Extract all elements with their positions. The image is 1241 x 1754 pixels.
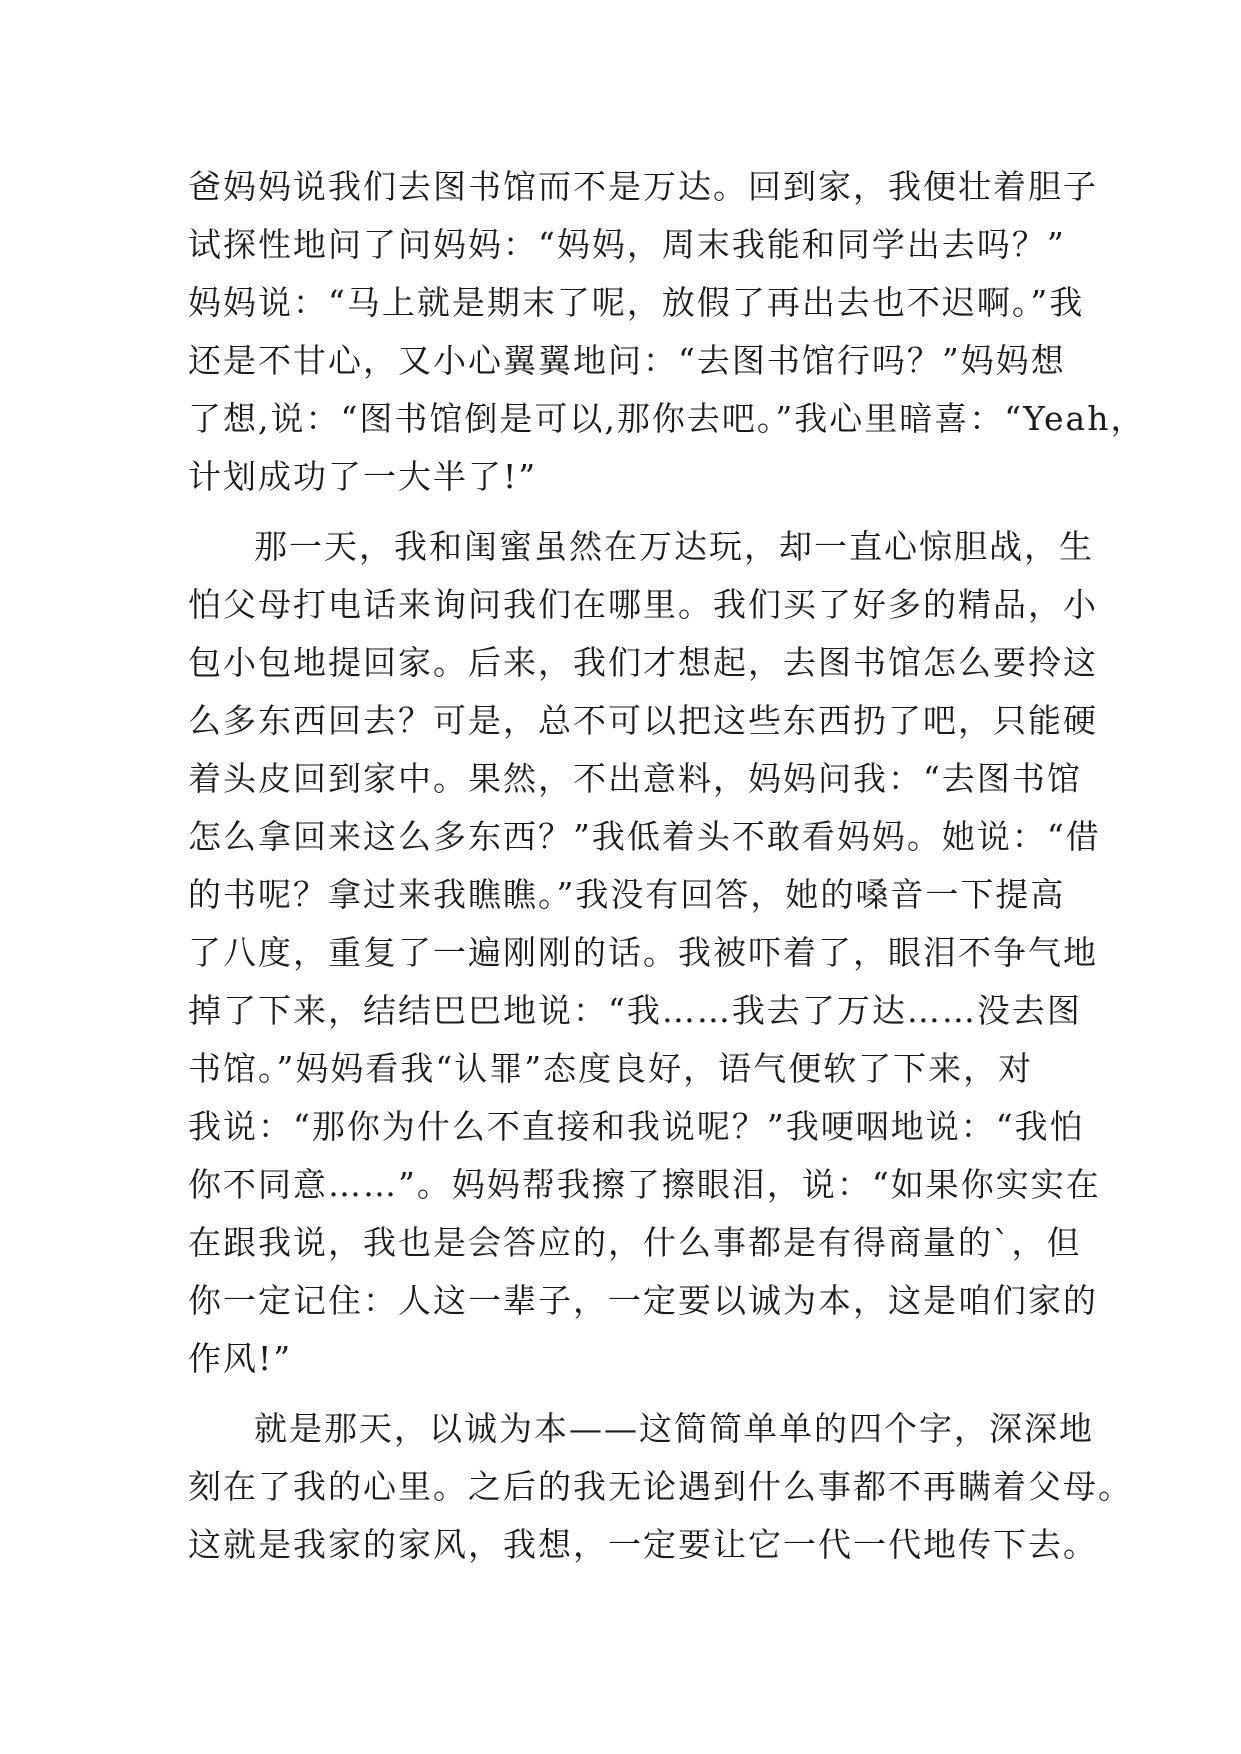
text-line: 还是不甘心，又小心翼翼地问：“去图书馆行吗？”妈妈想	[188, 341, 1066, 380]
text-line: 妈妈说：“马上就是期末了呢，放假了再出去也不迟啊。”我	[188, 283, 1085, 322]
text-line: 计划成功了一大半了!”	[188, 457, 538, 496]
text-line: 就是那天，以诚为本——这简简单单的四个字，深深地	[254, 1409, 1094, 1448]
text-line: 我说：“那你为什么不直接和我说呢？”我哽咽地说：“我怕	[188, 1107, 1085, 1146]
text-line: 这就是我家的家风，我想，一定要让它一代一代地传下去。	[188, 1525, 1098, 1564]
text-line: 掉了下来，结结巴巴地说：“我……我去了万达……没去图	[188, 991, 1082, 1030]
text-line: 那一天，我和闺蜜虽然在万达玩，却一直心惊胆战，生	[254, 527, 1094, 566]
paragraph-3	[188, 1400, 1133, 1574]
text-line: 刻在了我的心里。之后的我无论遇到什么事都不再瞒着父母。	[188, 1467, 1133, 1506]
text-line: 爸妈妈说我们去图书馆而不是万达。回到家，我便壮着胆子	[188, 167, 1098, 206]
text-line: 怎么拿回来这么多东西？”我低着头不敢看妈妈。她说：“借	[188, 817, 1101, 856]
document-body	[188, 158, 1146, 1586]
paragraph-2	[188, 518, 1101, 1388]
text-line: 包小包地提回家。后来，我们才想起，去图书馆怎么要拎这	[188, 643, 1098, 682]
paragraph-1	[188, 158, 1146, 506]
text-line: 书馆。”妈妈看我“认罪”态度良好，语气便软了下来，对	[188, 1049, 1034, 1088]
text-line: 试探性地问了问妈妈：“妈妈，周末我能和同学出去吗？”	[188, 225, 1066, 264]
text-line: 你不同意……”。妈妈帮我擦了擦眼泪，说：“如果你实实在	[188, 1165, 1101, 1204]
text-line: 么多东西回去？可是，总不可以把这些东西扔了吧，只能硬	[188, 701, 1098, 740]
text-line: 怕父母打电话来询问我们在哪里。我们买了好多的精品，小	[188, 585, 1098, 624]
text-line: 着头皮回到家中。果然，不出意料，妈妈问我：“去图书馆	[188, 759, 1082, 798]
text-line: 作风!”	[188, 1339, 293, 1378]
text-line: 了八度，重复了一遍刚刚的话。我被吓着了，眼泪不争气地	[188, 933, 1098, 972]
text-line: 在跟我说，我也是会答应的，什么事都是有得商量的`，但	[188, 1223, 1082, 1262]
text-line: 的书呢？拿过来我瞧瞧。”我没有回答，她的嗓音一下提高	[188, 875, 1066, 914]
text-line: 了想,说：“图书馆倒是可以,那你去吧。”我心里暗喜：“Yeah，	[188, 399, 1146, 438]
text-line: 你一定记住：人这一辈子，一定要以诚为本，这是咱们家的	[188, 1281, 1098, 1320]
